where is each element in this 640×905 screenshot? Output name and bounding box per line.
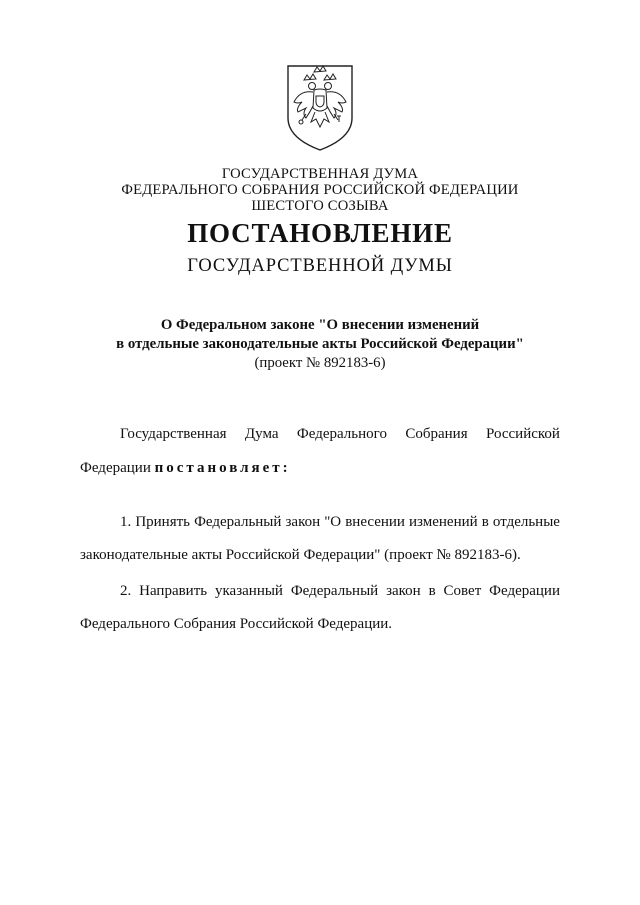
item-word: в	[481, 514, 489, 530]
item-2-line-2: Федерального Собрания Российской Федерации.	[80, 616, 393, 632]
item-word: 1.	[120, 514, 132, 530]
preamble-word: Государственная	[120, 426, 227, 442]
item-word: закон	[285, 514, 321, 530]
item-word: указанный	[214, 583, 283, 599]
item-word: изменений	[409, 514, 478, 530]
preamble-line-2	[80, 460, 291, 477]
item-2-line-1	[120, 583, 560, 600]
issuer-header	[0, 166, 640, 214]
item-word: закон	[386, 583, 421, 599]
preamble-word: Дума	[244, 426, 279, 442]
item-word: отдельные	[492, 514, 560, 530]
header-line-3: ШЕСТОГО СОЗЫВА	[251, 198, 389, 214]
item-word: Принять	[135, 514, 190, 530]
item-word: Направить	[139, 583, 208, 599]
subject-line-3: (проект № 892183-6)	[254, 355, 386, 371]
item-word: Совет	[443, 583, 482, 599]
header-line-1: ГОСУДАРСТВЕННАЯ ДУМА	[221, 166, 419, 182]
header-line-2: ФЕДЕРАЛЬНОГО СОБРАНИЯ РОССИЙСКОЙ ФЕДЕРАЦИИ	[121, 182, 519, 198]
item-word: Федеральный	[194, 514, 282, 530]
item-word: в	[428, 583, 436, 599]
preamble-word: Собрания	[405, 426, 468, 442]
preamble-word: Федерального	[296, 426, 387, 442]
document-title: ПОСТАНОВЛЕНИЕ	[187, 218, 453, 248]
item-1-line-1	[120, 514, 560, 531]
subject-line-2: в отдельные законодательные акты Российской Федерации"	[116, 336, 524, 352]
item-word: "О	[324, 514, 342, 530]
subject-line-1: О Федеральном законе "О внесении изменений	[160, 317, 480, 333]
coat-of-arms-emblem	[282, 62, 358, 152]
item-word: Федерации	[489, 583, 560, 599]
item-word: 2.	[120, 583, 132, 599]
document-subtitle: ГОСУДАРСТВЕННОЙ ДУМЫ	[187, 256, 453, 276]
preamble-resolution-verb: постановляет:	[154, 460, 291, 476]
preamble-line-1	[120, 426, 560, 443]
preamble-word: Российской	[486, 426, 560, 442]
document-subject	[0, 316, 640, 373]
item-word: внесении	[345, 514, 405, 530]
item-1-line-2: законодательные акты Российской Федерации" (проект № 892183-6).	[80, 547, 521, 563]
preamble-line-2-start: Федерации	[80, 460, 151, 476]
item-word: Федеральный	[290, 583, 379, 599]
